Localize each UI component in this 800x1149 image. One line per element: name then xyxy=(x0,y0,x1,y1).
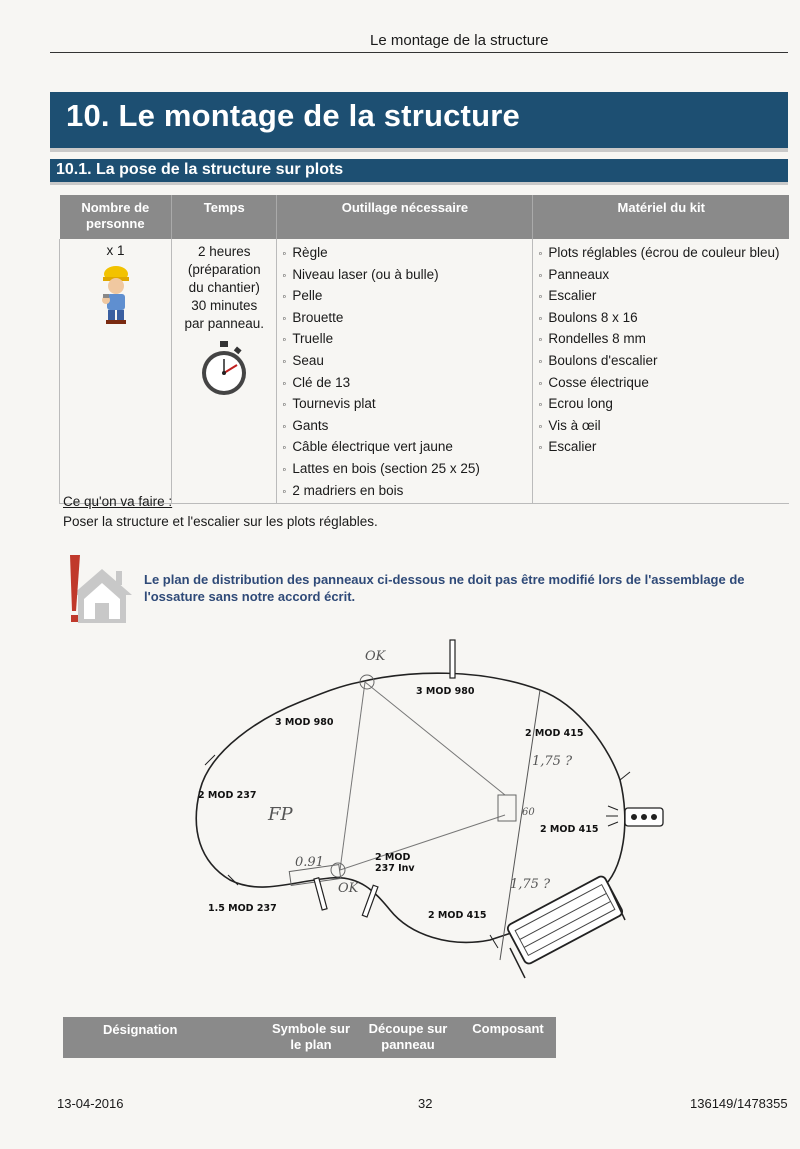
list-item: ◦ Niveau laser (ou à bulle) xyxy=(282,265,531,287)
handwritten-note: 1,75 ? xyxy=(532,754,573,769)
header-persons: Nombre de personne xyxy=(60,195,172,239)
header-component: Composant xyxy=(472,1021,544,1036)
list-item: ◦ Rondelles 8 mm xyxy=(538,329,788,351)
chapter-banner xyxy=(50,92,788,152)
handwritten-note: OK xyxy=(365,649,386,664)
list-item: ◦ Escalier xyxy=(538,437,788,459)
kit-cell xyxy=(533,239,789,504)
plan-label: 2 MOD 237 xyxy=(198,790,257,801)
list-item: ◦ Tournevis plat xyxy=(282,394,531,416)
list-item: ◦ Boulons 8 x 16 xyxy=(538,308,788,330)
tools-cell xyxy=(277,239,533,504)
plan-label: 2 MOD 415 xyxy=(525,728,584,739)
list-item: ◦ Lattes en bois (section 25 x 25) xyxy=(282,459,531,481)
floor-plan-diagram xyxy=(180,630,680,990)
list-item: ◦ Plots réglables (écrou de couleur bleu) xyxy=(538,243,788,265)
todo-block xyxy=(63,492,378,532)
plan-label: 1.5 MOD 237 xyxy=(208,903,277,914)
list-item: ◦ 2 madriers en bois xyxy=(282,481,531,503)
list-item: ◦ Câble électrique vert jaune xyxy=(282,437,531,459)
handwritten-note: FP xyxy=(268,804,293,825)
running-title: Le montage de la structure xyxy=(370,32,549,49)
list-item: ◦ Vis à œil xyxy=(538,416,788,438)
list-item: ◦ Seau xyxy=(282,351,531,373)
list-item: ◦ Boulons d'escalier xyxy=(538,351,788,373)
time-line: du chantier) xyxy=(188,280,260,295)
handwritten-note: 60 xyxy=(522,807,535,818)
todo-label: Ce qu'on va faire : xyxy=(63,494,173,509)
chapter-title: 10. Le montage de la structure xyxy=(66,98,520,133)
plan-label: 2 MOD 415 xyxy=(540,824,599,835)
designation-table-header xyxy=(63,1017,556,1058)
kit-list xyxy=(534,243,788,459)
plan-label: 2 MOD xyxy=(375,852,411,863)
list-item: ◦ Ecrou long xyxy=(538,394,788,416)
persons-cell xyxy=(60,239,172,504)
requirements-table xyxy=(59,195,789,504)
todo-text: Poser la structure et l'escalier sur les plots réglables. xyxy=(63,514,378,529)
time-line: 2 heures xyxy=(197,244,251,259)
list-item: ◦ Brouette xyxy=(282,308,531,330)
header-designation: Désignation xyxy=(103,1022,178,1037)
footer-reference: 136149/1478355 xyxy=(690,1096,788,1111)
header-time: Temps xyxy=(172,195,277,239)
plan-label: 3 MOD 980 xyxy=(416,686,475,697)
header-cut: Découpe sur panneau xyxy=(368,1021,448,1052)
worker-icon xyxy=(96,264,136,326)
warning-text: Le plan de distribution des panneaux ci-dessous ne doit pas être modifié lors de l'assemblage de l'ossature sans notre accord écrit. xyxy=(144,572,745,604)
time-line: par panneau. xyxy=(184,316,265,331)
footer-page-number: 32 xyxy=(418,1096,433,1111)
list-item: ◦ Escalier xyxy=(538,286,788,308)
list-item: ◦ Truelle xyxy=(282,329,531,351)
time-cell xyxy=(172,239,277,504)
handwritten-note: 0.91 xyxy=(295,855,324,870)
header-tools: Outillage nécessaire xyxy=(277,195,533,239)
list-item: ◦ Pelle xyxy=(282,286,531,308)
handwritten-note: OK xyxy=(338,881,359,896)
section-title: 10.1. La pose de la structure sur plots xyxy=(56,161,344,178)
plan-label: 2 MOD 415 xyxy=(428,910,487,921)
page-header xyxy=(50,28,788,53)
list-item: ◦ Gants xyxy=(282,416,531,438)
plan-label: 3 MOD 980 xyxy=(275,717,334,728)
handwritten-note: 1,75 ? xyxy=(510,877,551,892)
warning-house-icon xyxy=(62,555,134,629)
section-banner xyxy=(50,159,788,185)
stopwatch-icon xyxy=(199,339,249,399)
list-item: ◦ Règle xyxy=(282,243,531,265)
time-line: 30 minutes xyxy=(191,298,258,313)
list-item: ◦ Panneaux xyxy=(538,265,788,287)
plan-label: 237 Inv xyxy=(375,863,415,874)
list-item: ◦ Cosse électrique xyxy=(538,373,788,395)
header-kit: Matériel du kit xyxy=(533,195,789,239)
tools-list xyxy=(278,243,531,502)
list-item: ◦ Clé de 13 xyxy=(282,373,531,395)
footer-date: 13-04-2016 xyxy=(57,1096,124,1111)
header-symbol: Symbole sur le plan xyxy=(271,1021,351,1052)
time-line: (préparation xyxy=(187,262,261,277)
persons-count: x 1 xyxy=(106,243,125,258)
